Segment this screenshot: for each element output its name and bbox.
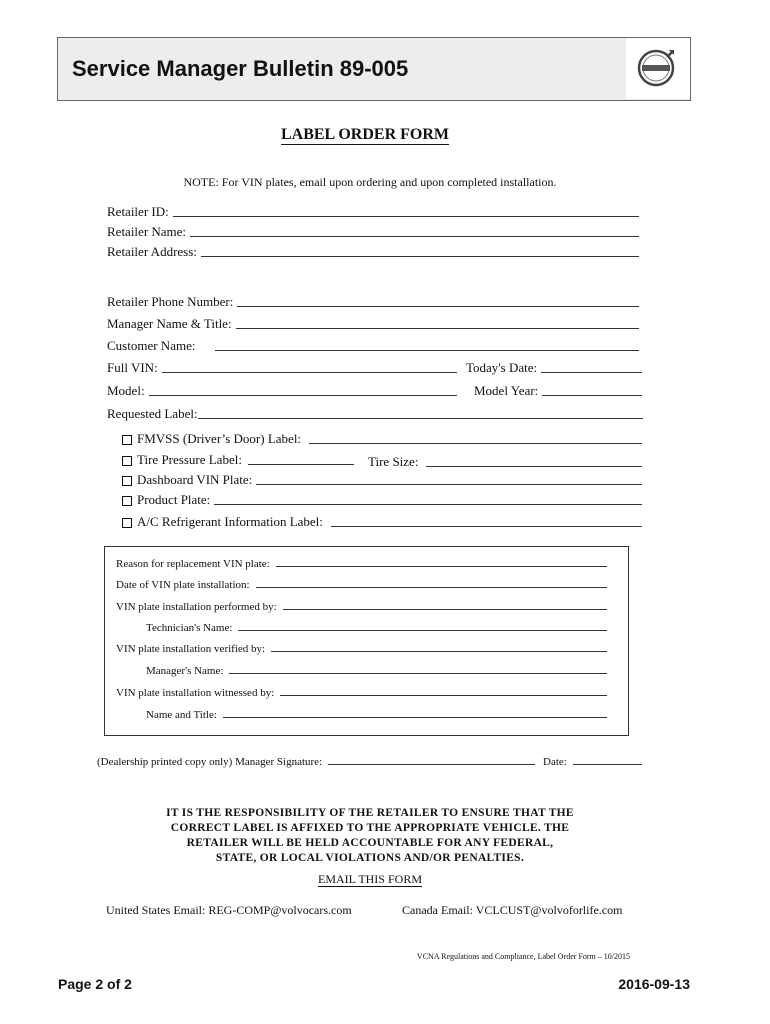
retailer-address-field[interactable] [201,256,639,257]
canada-email: Canada Email: VCLCUST@volvoforlife.com [402,903,623,917]
form-title: LABEL ORDER FORM [280,126,449,143]
bulletin-title: Service Manager Bulletin 89-005 [72,56,409,81]
ac-refrigerant-row [122,514,642,530]
date-install-label: Date of VIN plate installation: [116,579,250,591]
volvo-logo-icon [636,48,676,88]
customer-name-label: Customer Name: [107,338,196,353]
dashboard-vin-field[interactable] [256,484,642,485]
technician-label: Technician's Name: [146,622,233,634]
verified-by-row [116,643,607,655]
model-year-label: Model Year: [474,383,539,398]
signature-label: (Dealership printed copy only) Manager Signature: [97,756,323,768]
requested-label-field[interactable] [198,418,643,419]
technician-field[interactable] [238,630,607,631]
signature-field[interactable] [328,764,535,765]
dashboard-vin-checkbox[interactable] [122,476,132,486]
tire-size-label: Tire Size: [368,454,419,469]
reason-label: Reason for replacement VIN plate: [116,558,270,570]
dashboard-vin-label: Dashboard VIN Plate: [137,472,253,487]
us-email: United States Email: REG-COMP@volvocars.com [106,903,352,917]
reason-field[interactable] [276,566,607,567]
model-year-row [474,383,642,399]
witnessed-by-field[interactable] [280,695,607,696]
warning-line: IT IS THE RESPONSIBILITY OF THE RETAILER TO ENSURE THAT THE [166,807,574,819]
warning-line: RETAILER WILL BE HELD ACCOUNTABLE FOR ANY FEDERAL, [186,837,554,849]
form-footer-note: VCNA Regulations and Compliance, Label Order Form – 10/2015 [416,952,630,961]
name-title-row [146,709,607,721]
responsibility-warning [0,806,740,866]
model-row [107,383,457,399]
todays-date-label: Today's Date: [466,360,538,375]
email-this-form[interactable]: EMAIL THIS FORM [317,872,422,886]
fmvss-label: FMVSS (Driver’s Door) Label: [137,431,302,446]
retailer-name-label: Retailer Name: [107,224,187,239]
model-year-field[interactable] [542,395,642,396]
warning-line: CORRECT LABEL IS AFFIXED TO THE APPROPRIATE VEHICLE. THE [170,822,570,834]
witnessed-by-label: VIN plate installation witnessed by: [116,687,275,699]
retailer-name-row [107,224,639,240]
fmvss-checkbox[interactable] [122,435,132,445]
ac-refrigerant-checkbox[interactable] [122,518,132,528]
witnessed-by-row [116,687,607,699]
requested-label-label: Requested Label: [107,406,198,421]
reason-row [116,558,607,570]
vin-plate-section [104,546,629,736]
date-install-row [116,579,607,591]
fmvss-row [122,431,642,447]
manager-name-title-row [107,316,639,332]
page-number: Page 2 of 2 [58,976,132,992]
tire-pressure-field[interactable] [248,464,354,465]
performed-by-field[interactable] [283,609,607,610]
retailer-address-row [107,244,639,260]
page-date: 2016-09-13 [618,976,690,992]
model-label: Model: [107,383,145,398]
form-note: NOTE: For VIN plates, email upon ordering and upon completed installation. [183,175,557,189]
full-vin-label: Full VIN: [107,360,158,375]
retailer-id-label: Retailer ID: [107,204,169,219]
product-plate-checkbox[interactable] [122,496,132,506]
retailer-address-label: Retailer Address: [107,244,197,259]
dashboard-vin-row [122,472,642,488]
signature-date-field[interactable] [573,764,642,765]
product-plate-label: Product Plate: [137,492,211,507]
customer-name-row [107,338,639,354]
retailer-id-field[interactable] [173,216,639,217]
technician-row [146,622,607,634]
performed-by-label: VIN plate installation performed by: [116,601,277,613]
product-plate-field[interactable] [214,504,642,505]
signature-row [97,756,535,768]
fmvss-field[interactable] [309,443,642,444]
signature-date-row [543,756,642,768]
bulletin-header [57,37,691,101]
date-install-field[interactable] [256,587,607,588]
manager-name-row [146,665,607,677]
manager-name-title-label: Manager Name & Title: [107,316,232,331]
tire-size-row [368,454,642,470]
manager-name-label: Manager's Name: [146,665,224,677]
warning-line: STATE, OR LOCAL VIOLATIONS AND/OR PENALTIES. [215,852,525,864]
product-plate-row [122,492,642,508]
tire-pressure-checkbox[interactable] [122,456,132,466]
model-field[interactable] [149,395,457,396]
ac-refrigerant-label: A/C Refrigerant Information Label: [137,514,323,529]
todays-date-field[interactable] [541,372,642,373]
manager-name-title-field[interactable] [236,328,639,329]
manager-name-field[interactable] [229,673,607,674]
todays-date-row [466,360,642,376]
tire-pressure-row [122,452,354,468]
retailer-phone-label: Retailer Phone Number: [107,294,234,309]
customer-name-field[interactable] [215,350,639,351]
requested-label-row [107,406,643,422]
full-vin-field[interactable] [162,372,457,373]
signature-date-label: Date: [543,756,567,768]
retailer-phone-field[interactable] [237,306,639,307]
retailer-name-field[interactable] [190,236,639,237]
verified-by-field[interactable] [271,651,607,652]
performed-by-row [116,601,607,613]
name-title-label: Name and Title: [146,709,217,721]
retailer-phone-row [107,294,639,310]
full-vin-row [107,360,457,376]
verified-by-label: VIN plate installation verified by: [116,643,266,655]
tire-size-field[interactable] [426,466,642,467]
tire-pressure-label: Tire Pressure Label: [137,452,242,467]
ac-refrigerant-field[interactable] [331,526,642,527]
retailer-id-row [107,204,639,220]
logo-area [626,38,690,99]
name-title-field[interactable] [223,717,607,718]
